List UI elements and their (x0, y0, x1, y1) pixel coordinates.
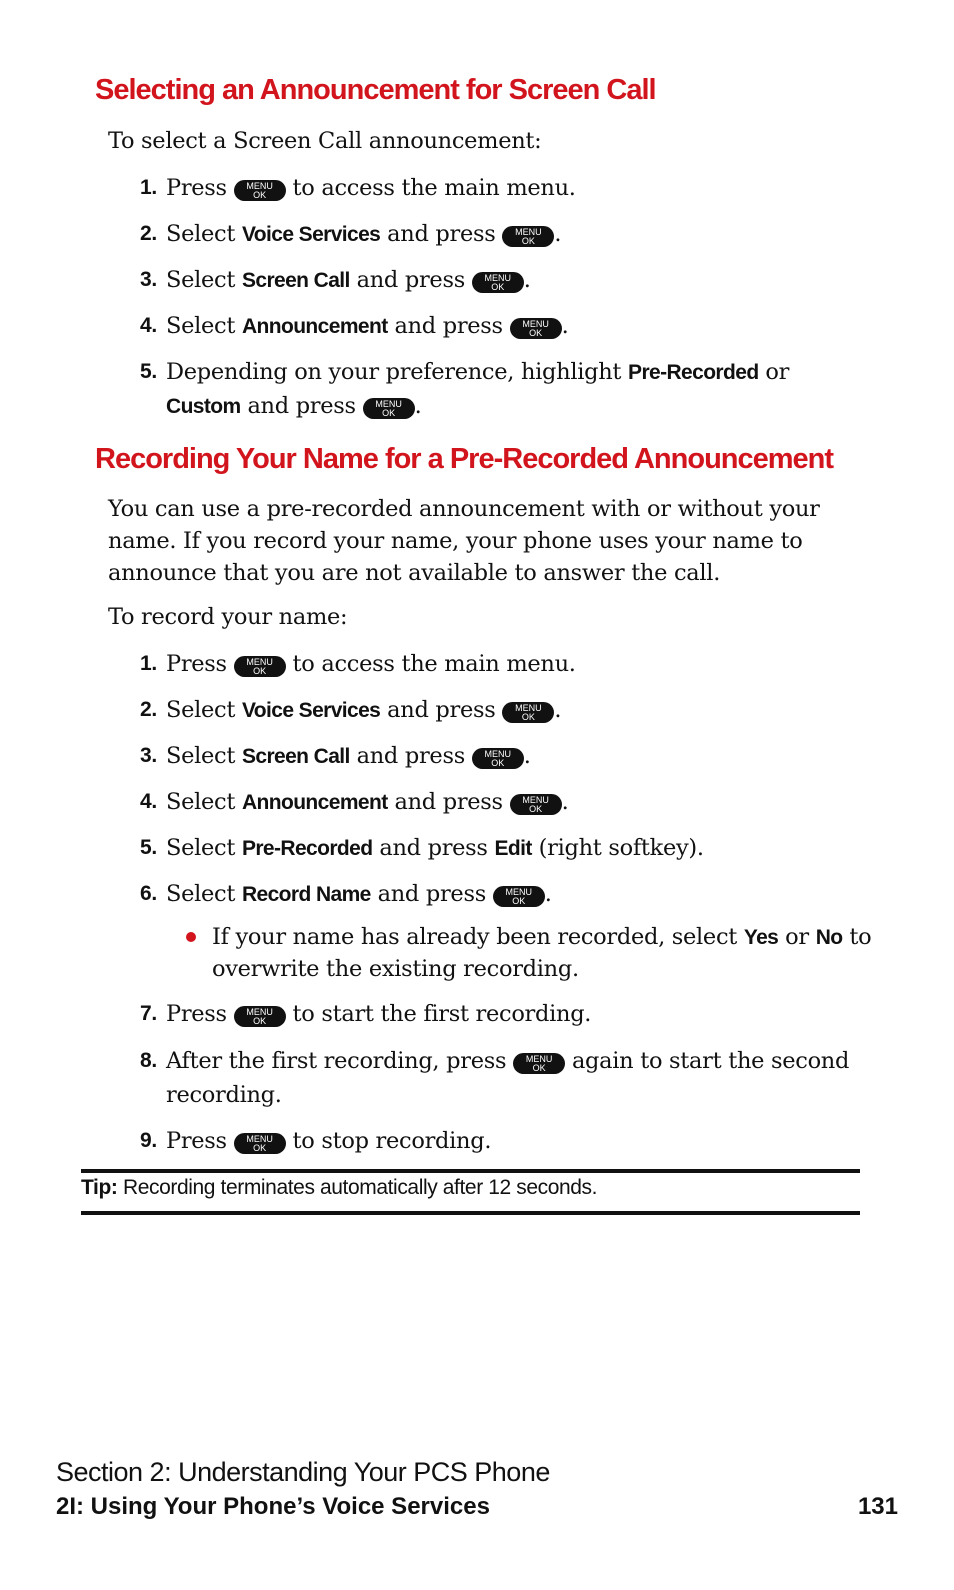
menu-ok-key-icon: MENU OK (234, 656, 286, 677)
menu-ok-key-icon: MENU OK (493, 886, 545, 907)
section-heading-screen-call: Selecting an Announcement for Screen Call (95, 74, 656, 106)
bullet-dot-icon (186, 932, 196, 942)
menu-ok-key-icon: MENU OK (510, 794, 562, 815)
footer-chapter-title: 2I: Using Your Phone’s Voice Services (56, 1493, 490, 1520)
menu-ok-key-icon: MENU OK (513, 1053, 565, 1074)
menu-ok-key-icon: MENU OK (502, 702, 554, 723)
menu-ok-key-icon: MENU OK (234, 180, 286, 201)
tip-note (81, 1176, 597, 1200)
step-number: 1. (140, 176, 157, 199)
bullet-item-line-2: overwrite the existing recording. (212, 956, 579, 982)
menu-ok-key-icon: MENU OK (502, 226, 554, 247)
menu-ok-key-icon: MENU OK (472, 748, 524, 769)
manual-page: Selecting an Announcement for Screen Call To select a Screen Call announcement: 1. Press MENU OK to access the main menu. 2. Select Voice Services and press MENU OK . 3. Select Screen Call and press MENU OK . 4. Select Announcement and press MENU OK . 5. Depending on your preference, highlight Pre-Recorded or Custom and press MENU OK . Recording Your Name for a Pre-Recorded Announcement You can use a pre-recorded announcement with or without your name. If you record your name, your phone uses your name to announce that you are not available to answer the call. To record your name: 1. Press MENU OK to access the main menu. 2. Select Voice Services and press MENU OK . 3. Select Screen Call and press MENU OK . 4. Select Announcement and press MENU OK . 5. Select Pre-Recorded and press Edit (right softkey). 6. Select Record Name and press MENU OK . If your name has already been recorded, select Yes or No to overwrite the existing recording. 7. Press MENU OK to start the first recording. 8. After the first recording, press MENU OK again to start the second recording. 9. Press MENU OK to stop recording. Tip: Recording terminates automatically after 12 seconds. Section 2: Understanding Your PCS Phone 2I: Using Your Phone’s Voice Services 131 (56, 74, 898, 1520)
intro-text: To select a Screen Call announcement: (108, 128, 542, 154)
menu-ok-key-icon: MENU OK (363, 398, 415, 419)
intro-text: To record your name: (108, 604, 348, 630)
step-number: 3. (140, 744, 157, 767)
paragraph-line-2: name. If you record your name, your phone uses your name to (108, 528, 803, 554)
paragraph-line-1: You can use a pre-recorded announcement with or without your (108, 496, 820, 522)
menu-ok-key-icon: MENU OK (234, 1006, 286, 1027)
step-number: 2. (140, 222, 157, 245)
section-heading-record-name: Recording Your Name for a Pre-Recorded Announcement (95, 443, 834, 475)
step-number: 3. (140, 268, 157, 291)
page-number: 131 (857, 1493, 898, 1520)
step-number: 2. (140, 698, 157, 721)
step-number: 7. (140, 1002, 157, 1025)
step-number: 5. (140, 360, 157, 383)
step-number: 1. (140, 652, 157, 675)
step-number: 4. (140, 314, 157, 337)
tip-text: Recording terminates automatically after 12 seconds. (122, 1176, 598, 1199)
paragraph-line-3: announce that you are not available to answer the call. (108, 560, 721, 586)
menu-ok-key-icon: MENU OK (472, 272, 524, 293)
step-number: 9. (140, 1129, 157, 1152)
step-number: 5. (140, 836, 157, 859)
menu-ok-key-icon: MENU OK (234, 1133, 286, 1154)
footer-section-title: Section 2: Understanding Your PCS Phone (56, 1457, 550, 1487)
step-number: 4. (140, 790, 157, 813)
tip-top-rule (81, 1169, 860, 1173)
bullet-item: If your name has already been recorded, select Yes or No to (212, 924, 872, 950)
tip-bottom-rule (81, 1211, 860, 1215)
menu-ok-key-icon: MENU OK (510, 318, 562, 339)
step-number: 8. (140, 1049, 157, 1072)
step-number: 6. (140, 882, 157, 905)
tip-label: Tip: (81, 1176, 118, 1199)
